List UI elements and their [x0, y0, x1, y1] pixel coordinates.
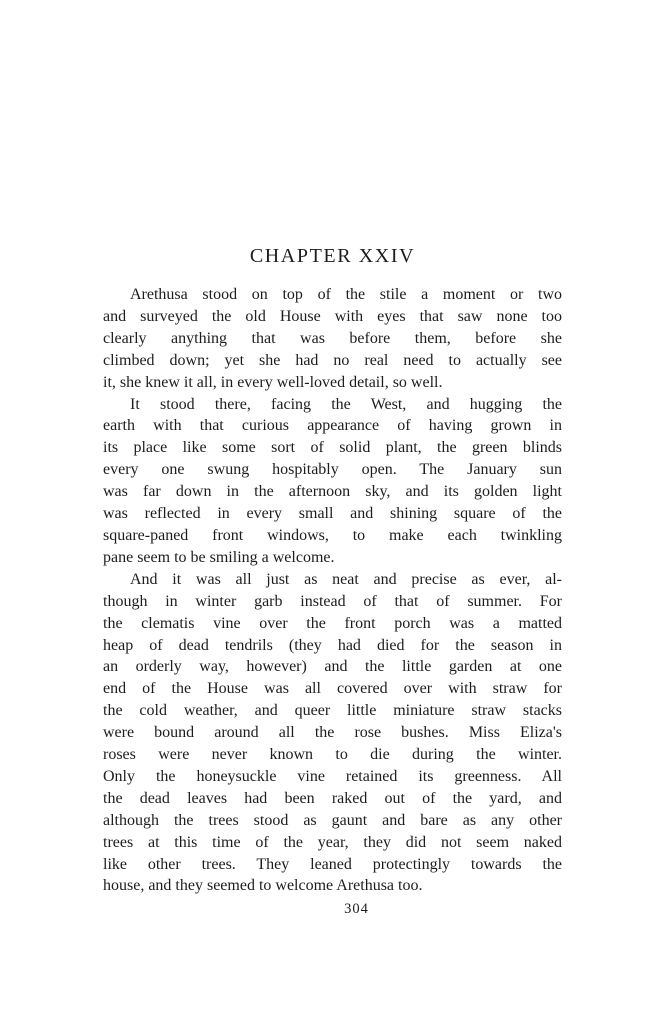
text-line: end of the House was all covered over with straw for	[103, 680, 562, 698]
chapter-heading: CHAPTER XXIV	[249, 245, 416, 267]
text-line: pane seem to be smiling a welcome.	[103, 548, 335, 566]
text-line: the dead leaves had been raked out of the yard, and	[103, 789, 562, 807]
paragraph	[103, 394, 562, 569]
text-line: And it was all just as neat and precise as ever, al-	[130, 570, 562, 588]
text-line: though in winter garb instead of that of summer. For	[103, 592, 562, 610]
text-line: heap of dead tendrils (they had died for the season in	[103, 636, 562, 654]
text-line: square-paned front windows, to make each twinkling	[103, 526, 562, 544]
page-number: 304	[344, 901, 369, 918]
text-line: earth with that curious appearance of having grown in	[103, 417, 562, 435]
text-line: was far down in the afternoon sky, and its golden light	[103, 483, 562, 501]
text-line: every one swung hospitably open. The January sun	[103, 461, 562, 479]
text-line: although the trees stood as gaunt and bare as any other	[103, 811, 562, 829]
text-line: and surveyed the old House with eyes that saw none too	[103, 307, 562, 325]
text-line: its place like some sort of solid plant, the green blinds	[103, 439, 562, 457]
text-line: an orderly way, however) and the little garden at one	[103, 658, 562, 676]
text-line: Arethusa stood on top of the stile a moment or two	[130, 286, 562, 303]
paragraph	[103, 284, 562, 394]
text-line: climbed down; yet she had no real need to actually see	[103, 351, 562, 369]
paragraph	[103, 569, 562, 898]
book-page	[103, 244, 562, 919]
text-line: like other trees. They leaned protectingly towards the	[103, 855, 562, 873]
text-line: were bound around all the rose bushes. Miss Eliza's	[103, 724, 562, 742]
text-line: house, and they seemed to welcome Arethusa too.	[103, 877, 423, 895]
text-line: roses were never known to die during the winter.	[103, 746, 562, 764]
text-line: was reflected in every small and shining square of the	[103, 505, 562, 523]
text-line: it, she knew it all, in every well-loved detail, so well.	[103, 373, 443, 391]
text-line: trees at this time of the year, they did not seem naked	[103, 833, 562, 851]
text-line: the clematis vine over the front porch was a matted	[103, 614, 562, 632]
text-line: Only the honeysuckle vine retained its greenness. All	[103, 767, 562, 785]
text-line: clearly anything that was before them, before she	[103, 329, 562, 347]
text-line: It stood there, facing the West, and hugging the	[130, 395, 562, 413]
text-line: the cold weather, and queer little miniature straw stacks	[103, 702, 562, 720]
